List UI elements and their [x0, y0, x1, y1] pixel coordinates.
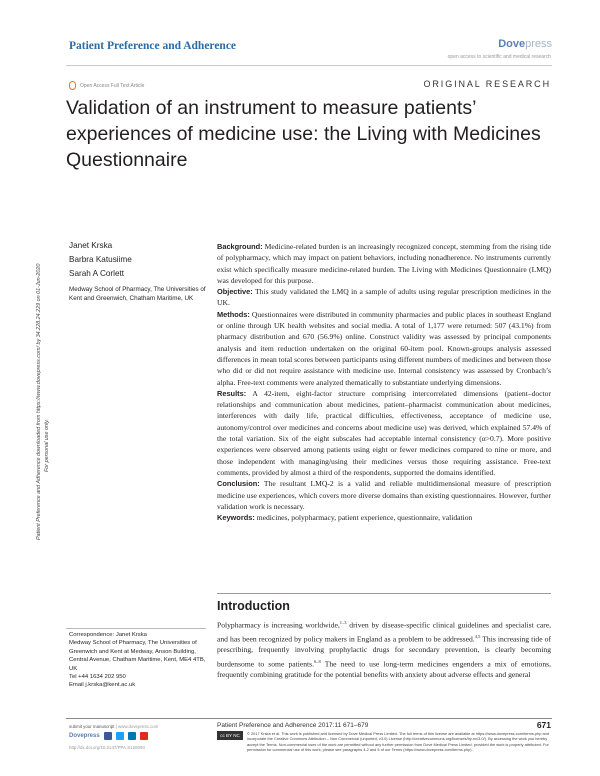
page-number: 671 [536, 720, 551, 730]
citation-ref[interactable]: 4,5 [474, 633, 481, 639]
author: Janet Krska [69, 241, 113, 250]
license-block [217, 731, 551, 753]
footer-dove-logo[interactable]: Dovepress [69, 733, 100, 739]
twitter-icon[interactable] [116, 732, 124, 740]
correspondence [69, 631, 209, 690]
watermark-line-1: Patient Preference and Adherence downloaded from https://www.dovepress.com/ by 34.228.24.229 on 01-Jun-2020 [36, 263, 42, 540]
facebook-icon[interactable] [104, 732, 112, 740]
introduction-text: Polypharmacy is increasing worldwide,$^{1-3}$ driven by disease-specific clinical guidelines and specialist care, and has been recognized by policy makers in England as a problem to be addressed.$^{4,5}$ This increasing tide of prescribing, frequently involving prophylactic drugs for secondary prevention, is clearly becoming burdensome to some patients.$^{6-8}$ The need to use long-term medicines engenders a mix of emotions, frequently combining gratitude for the potential benefits with anxiety about adverse effects and general [217, 620, 552, 680]
linkedin-icon[interactable] [128, 732, 136, 740]
footer-citation: Patient Preference and Adherence 2017:11 671–679 [217, 722, 369, 729]
section-label: ORIGINAL RESEARCH [423, 79, 551, 89]
footer-divider [66, 718, 552, 719]
correspondence-phone: Tel +44 1634 202 950 [69, 674, 126, 681]
author: Barbra Katusiime [69, 255, 132, 264]
citation-ref[interactable]: 6–8 [313, 658, 321, 664]
publisher-brand: Dove [498, 38, 526, 50]
publisher-brand-suffix: press [525, 38, 552, 50]
citation-ref[interactable]: 1–3 [339, 620, 347, 625]
abstract-keywords: Keywords: medicines, polypharmacy, patient experience, questionnaire, validation [217, 513, 473, 523]
abstract-methods: Methods: Questionnaires were distributed in community pharmacies and public places in southeast England or online through UK health websites and social media. A total of 1,177 were returned: 507 (43.1%) from pharmacy distribution and 670 (56.9%) online. Construct validity was assessed by principal components analysis and item reduction undertaken on the original 60-item pool. Known-groups analysis assessed differences in mean total scores between participants using different numbers of medicines and between those who did or did not require assistance with medicine use. Internal consistency was assessed by Cronbach’s alpha. Free-text comments were analyzed thematically to substantiate underlying dimensions. [217, 309, 551, 387]
publisher-logo[interactable] [498, 38, 552, 50]
author-list [69, 239, 209, 281]
abstract-conclusion: Conclusion: The resultant LMQ-2 is a valid and reliable multidimensional measure of prescription medicine use experiences, which covers more diverse domains than existing questionnaires. However, further validation work is necessary. [217, 479, 551, 511]
abstract-background: Background: Medicine-related burden is an increasingly recognized concept, stemming from the rising tide of polypharmacy, which may impact on patient behaviors, including nonadherence. No instruments currently exist which specifically measure medicine-related burden. The Living with Medicines Questionnaire (LMQ) was developed for this purpose. [217, 242, 551, 285]
author: Sarah A Corlett [69, 269, 125, 278]
affiliation: Medway School of Pharmacy, The Universities of Kent and Greenwich, Chatham Maritime, UK [69, 286, 206, 303]
doi-link[interactable]: http://dx.doi.org/10.2147/PPA.S126093 [69, 745, 145, 750]
watermark-line-2: For personal use only. [44, 419, 50, 472]
open-access-label: Open Access Full Text Article [80, 82, 145, 89]
correspondence-address: Medway School of Pharmacy, The Universities of Greenwich and Kent at Medway, Anson Building, Central Avenue, Chatham Maritime, Kent, ME4 4TB, UK [69, 640, 206, 672]
submit-manuscript-link[interactable]: submit your manuscript | www.dovepress.com [69, 724, 159, 729]
open-access-icon [69, 81, 76, 90]
open-access-note [69, 81, 144, 90]
license-text: © 2017 Krska et al. This work is published and licensed by Dove Medical Press Limited. The full terms of this license are available at https://www.dovepress.com/terms.php and incorporate the Creative Commons Attribution – Non Commercial (unported, v3.0) License (http://creativecommons.org/licenses/by-nc/3.0/). By accessing the work you hereby accept the Terms. Non-commercial uses of the work are permitted without any further permission from Dove Medical Press Limited, provided the work is properly attributed. For permission for commercial use of this work, please see paragraphs 4.2 and 5 of our Terms (https://www.dovepress.com/terms.php). [247, 731, 550, 753]
cc-license-badge[interactable]: cc BY NC [217, 731, 243, 740]
youtube-icon[interactable] [140, 732, 148, 740]
correspondence-label: Correspondence: Janet Krska [69, 632, 147, 638]
introduction-heading: Introduction [217, 599, 290, 613]
publisher-tagline: open access to scientific and medical research [447, 54, 551, 60]
article-title: Validation of an instrument to measure patients’ experiences of medicine use: the Living with Medicines Questionnaire [66, 97, 541, 171]
correspondence-email[interactable]: Email j.krska@kent.ac.uk [69, 682, 136, 689]
header-divider [66, 65, 552, 66]
download-watermark [30, 120, 66, 540]
abstract-results: Results: A 42-item, eight-factor structure comprising intercorrelated dimensions (patient–doctor relationships and communication about medicines, patient–pharmacist communication about medicines, interferences with daily life, practical difficulties, effectiveness, acceptance of medicine use, autonomy/control over medicines and concerns about medicine use) was derived, which explained 57.4% of the total variation. Six of the eight subscales had acceptable internal consistency (α>0.7). More positive experiences were observed among patients using eight or fewer medicines compared to nine or more, and those independent with managing/using their medicines versus those requiring assistance. Free-text comments, provided by almost a third of the respondents, supported the domains identified. [217, 388, 551, 477]
section-divider [217, 593, 551, 594]
correspondence-divider [66, 628, 206, 629]
footer-publisher [69, 732, 148, 740]
abstract [217, 241, 551, 523]
abstract-objective: Objective: This study validated the LMQ in a sample of adults using regular prescription medicines in the UK. [217, 287, 551, 308]
journal-name: Patient Preference and Adherence [69, 40, 237, 52]
